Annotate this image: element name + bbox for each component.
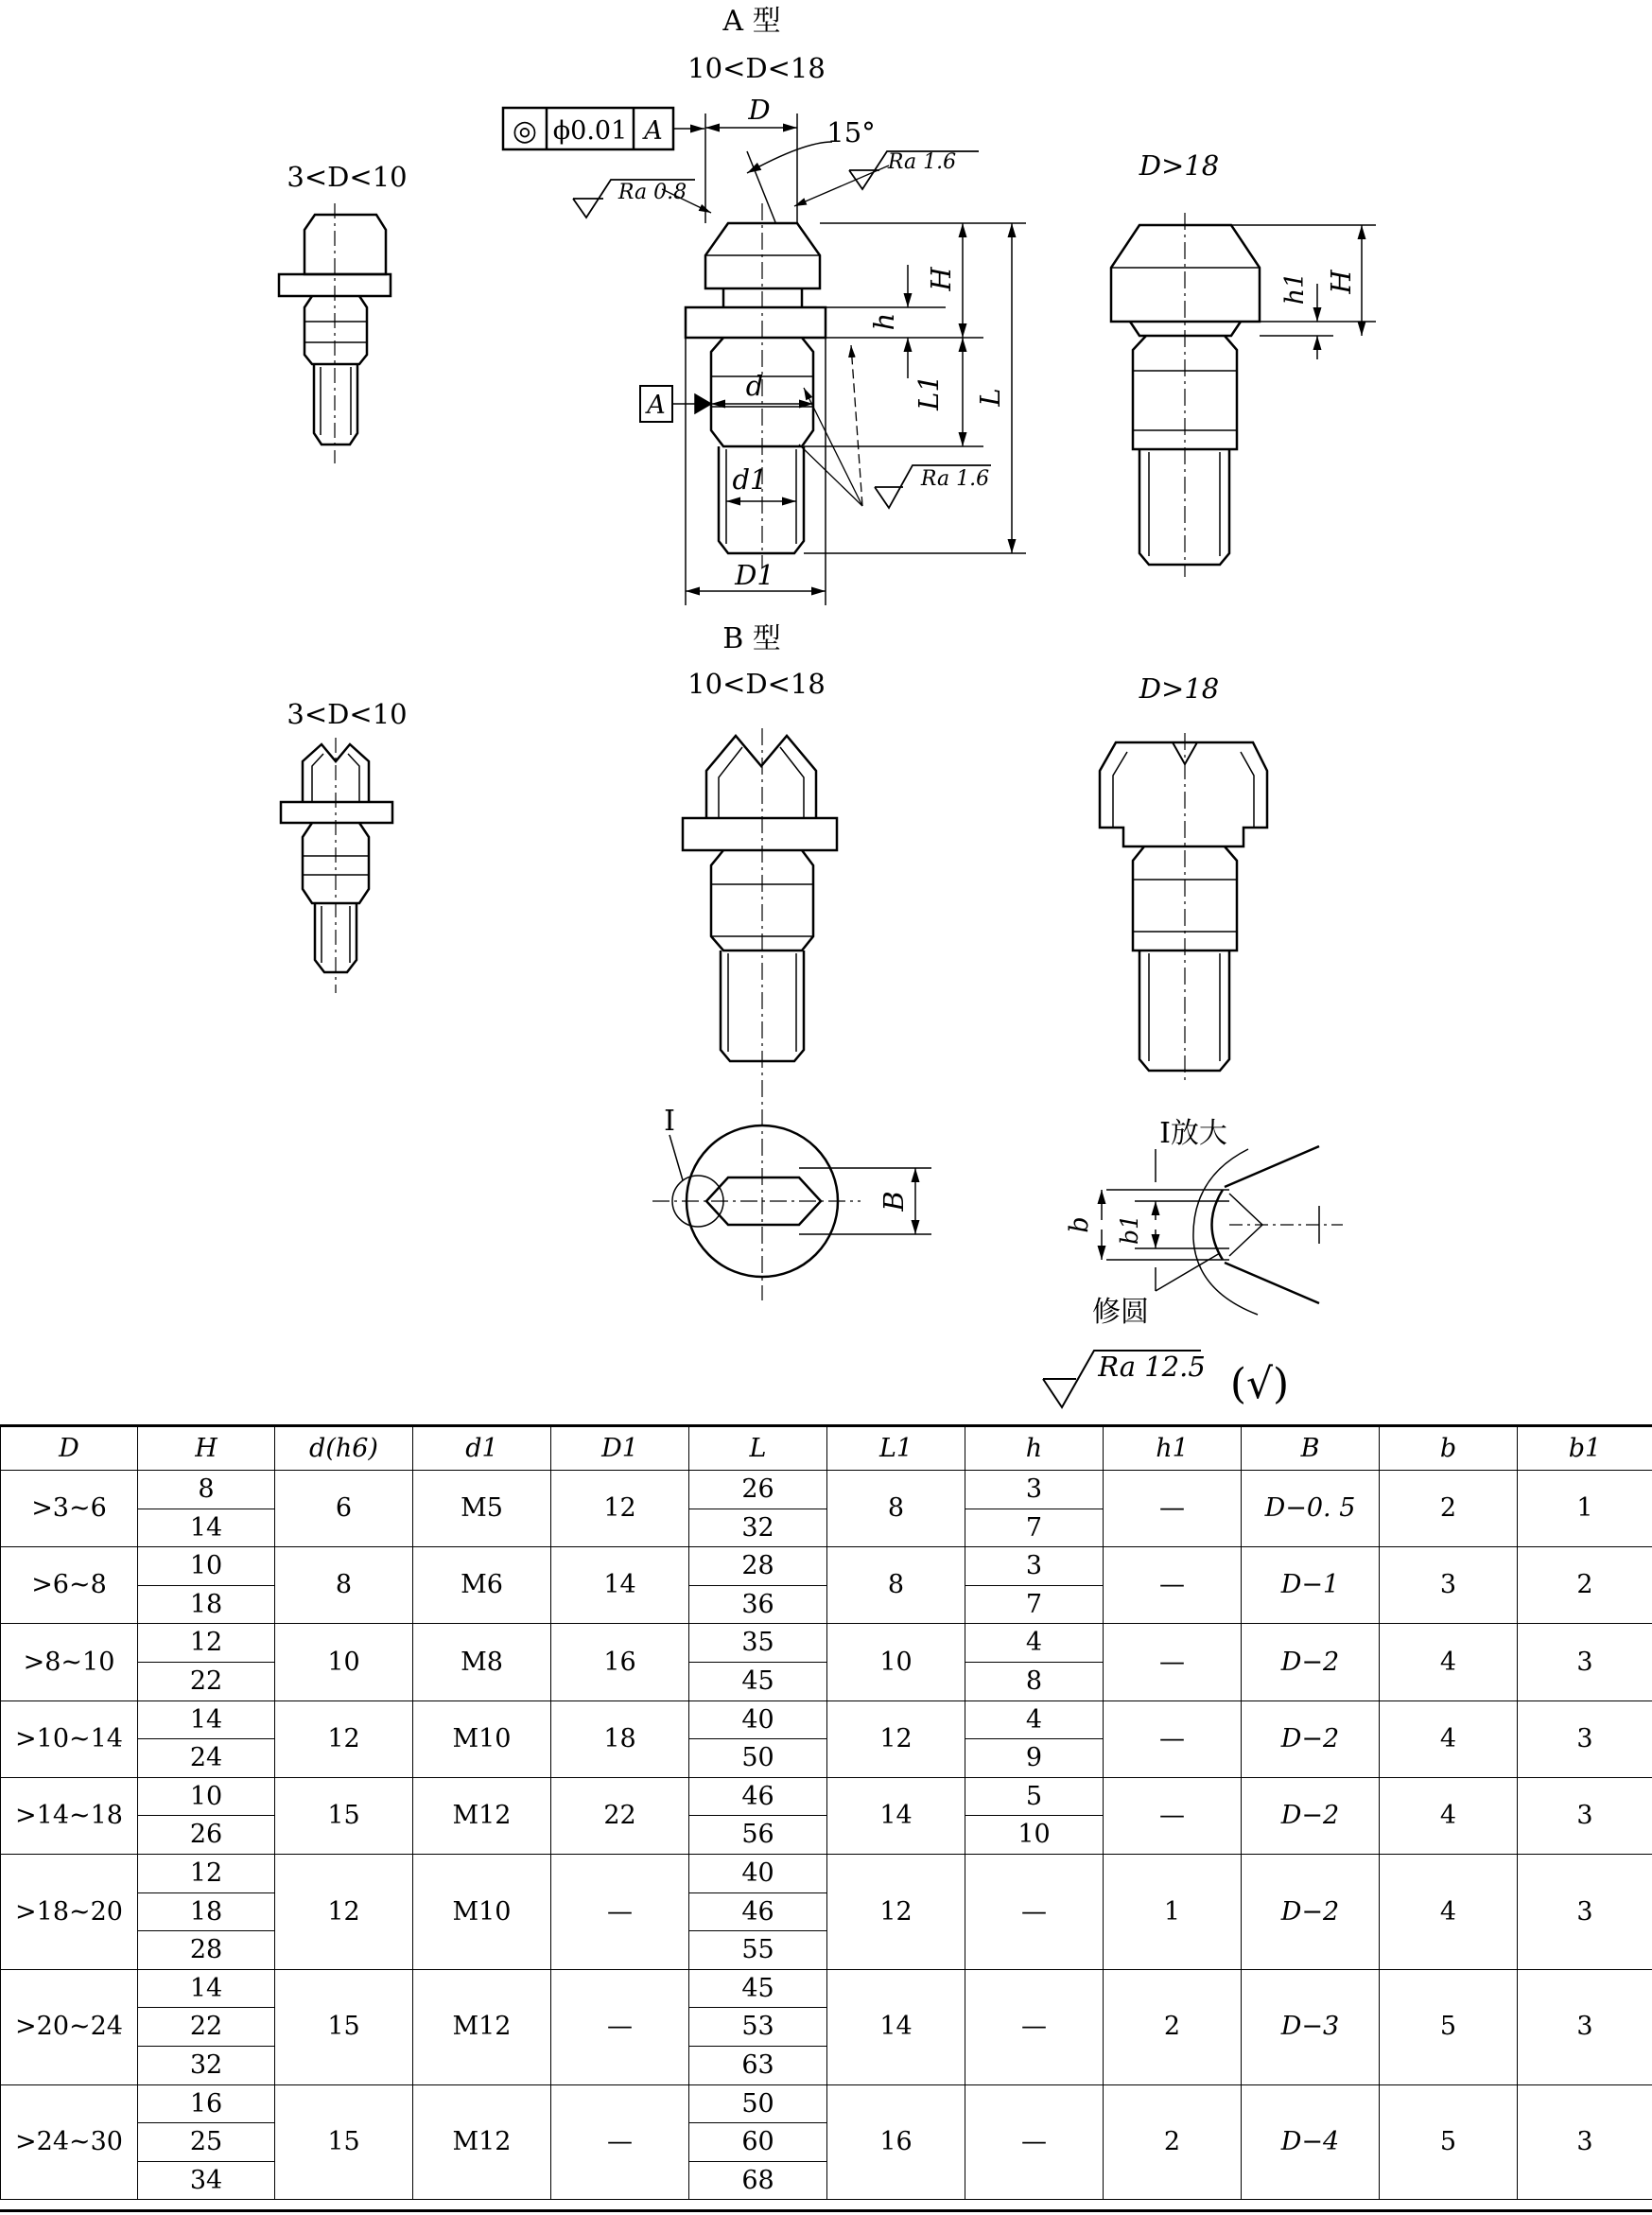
cell-l1: 12	[827, 1854, 965, 1969]
type-b-small-label: 3<D<10	[287, 698, 408, 730]
cell-d1: 16	[551, 1624, 689, 1700]
type-b-mid-label: 10<D<18	[687, 668, 826, 700]
cell-d: >18~20	[1, 1854, 138, 1969]
type-a-small-label: 3<D<10	[287, 161, 408, 193]
type-b-large-pin	[1100, 733, 1267, 1083]
cell-b: D−0. 5	[1242, 1471, 1380, 1547]
cell-b1: 3	[1518, 2084, 1652, 2200]
detail-title: Ⅰ放大	[1159, 1117, 1227, 1150]
tolerance-value: ϕ0.01	[552, 116, 628, 146]
cell-h: 8	[138, 1471, 275, 1509]
cell-d1: M5	[413, 1471, 551, 1547]
cell-l: 60	[689, 2123, 827, 2162]
cell-d1: M12	[413, 1969, 551, 2084]
cell-d: 12	[275, 1854, 413, 1969]
cell-l: 45	[689, 1969, 827, 2008]
cell-l1: 16	[827, 2084, 965, 2200]
header-cell: H	[138, 1427, 275, 1471]
cell-b1: 1	[1518, 1471, 1652, 1547]
cell-d: 15	[275, 2084, 413, 2200]
cell-d: 15	[275, 1969, 413, 2084]
cell-l: 55	[689, 1931, 827, 1970]
cell-b: D−1	[1242, 1547, 1380, 1624]
table-row	[1, 1624, 1652, 1663]
cell-b: D−3	[1242, 1969, 1380, 2084]
type-b-title: B 型	[722, 622, 781, 655]
cell-d1: M12	[413, 1777, 551, 1854]
cell-b: 4	[1380, 1777, 1518, 1854]
cell-h: 34	[138, 2161, 275, 2200]
cell-d1: —	[551, 1969, 689, 2084]
cell-d: >6~8	[1, 1547, 138, 1624]
cell-d: >3~6	[1, 1471, 138, 1547]
cell-h: 18	[138, 1585, 275, 1624]
cell-h: 7	[965, 1585, 1104, 1624]
dim-H-label: H	[925, 267, 957, 291]
cell-d: >8~10	[1, 1624, 138, 1700]
cell-h: 3	[965, 1471, 1104, 1509]
cell-l1: 12	[827, 1700, 965, 1777]
cell-l: 63	[689, 2046, 827, 2084]
table-row	[1, 1471, 1652, 1509]
cell-h: 22	[138, 2008, 275, 2047]
dimension-D	[705, 94, 876, 223]
cell-l: 50	[689, 2084, 827, 2123]
dim-b-label: b	[1065, 1216, 1094, 1233]
cell-h1: —	[1104, 1700, 1242, 1777]
cell-h: 5	[965, 1777, 1104, 1816]
cell-l: 35	[689, 1624, 827, 1663]
cell-h: 28	[138, 1931, 275, 1970]
cell-h: 16	[138, 2084, 275, 2123]
angle-15: 15°	[826, 116, 876, 148]
type-a-small-pin	[279, 203, 391, 463]
cell-l: 32	[689, 1509, 827, 1547]
type-b-small-pin	[281, 738, 392, 993]
large-pin-dims	[1231, 225, 1376, 359]
cell-b: 3	[1380, 1547, 1518, 1624]
type-a-large-label: D>18	[1139, 149, 1220, 182]
table-row	[1, 2084, 1652, 2123]
cell-h: 12	[138, 1624, 275, 1663]
cell-d: >20~24	[1, 1969, 138, 2084]
table-row	[1, 1777, 1652, 1816]
concentricity-symbol: ◎	[512, 114, 538, 148]
cell-h: —	[965, 2084, 1104, 2200]
cell-h: 14	[138, 1509, 275, 1547]
type-a-mid-label: 10<D<18	[687, 52, 826, 84]
cell-d: 15	[275, 1777, 413, 1854]
dim-B-label: B	[878, 1191, 910, 1212]
cell-b: D−2	[1242, 1700, 1380, 1777]
cell-h: 9	[965, 1739, 1104, 1778]
cell-b: 5	[1380, 2084, 1518, 2200]
dim-L1-label: L1	[913, 375, 945, 410]
cell-l: 28	[689, 1547, 827, 1586]
cell-h: 7	[965, 1509, 1104, 1547]
cell-h1: 2	[1104, 2084, 1242, 2200]
cell-l1: 14	[827, 1777, 965, 1854]
cell-h: 12	[138, 1854, 275, 1892]
cell-h: 24	[138, 1739, 275, 1778]
cell-d1: M10	[413, 1854, 551, 1969]
dim-H-large-label: H	[1325, 270, 1357, 294]
cell-l: 40	[689, 1700, 827, 1739]
cell-d1: 12	[551, 1471, 689, 1547]
general-ra-label: Ra 12.5	[1098, 1351, 1206, 1383]
cell-l: 68	[689, 2161, 827, 2200]
cell-d: 10	[275, 1624, 413, 1700]
dimension-stack	[804, 223, 1026, 553]
ra16-top-label: Ra 1.6	[887, 150, 957, 174]
general-ra-suffix: (√)	[1229, 1360, 1290, 1408]
datum-box-label: A	[647, 391, 666, 420]
dim-h1-label: h1	[1280, 271, 1310, 305]
cell-b1: 3	[1518, 1624, 1652, 1700]
cell-h1: 1	[1104, 1854, 1242, 1969]
header-cell: d(h6)	[275, 1427, 413, 1471]
table-row	[1, 1700, 1652, 1739]
type-a-title: A 型	[722, 5, 781, 38]
cell-b: 5	[1380, 1969, 1518, 2084]
cell-d: 8	[275, 1547, 413, 1624]
cell-b: D−2	[1242, 1854, 1380, 1969]
header-cell: B	[1242, 1427, 1380, 1471]
top-view	[652, 1105, 931, 1277]
roughness-ra08	[573, 180, 711, 218]
cell-b1: 2	[1518, 1547, 1652, 1624]
cell-d1: M6	[413, 1547, 551, 1624]
cell-h: 32	[138, 2046, 275, 2084]
cell-h: 8	[965, 1662, 1104, 1700]
detail-marker: Ⅰ	[664, 1105, 675, 1138]
dim-L-label: L	[974, 388, 1006, 407]
ra08-label: Ra 0.8	[617, 181, 687, 204]
cell-h: 26	[138, 1816, 275, 1855]
cell-h: —	[965, 1854, 1104, 1969]
detail-view	[1065, 1117, 1343, 1329]
header-cell: d1	[413, 1427, 551, 1471]
cell-b: D−2	[1242, 1777, 1380, 1854]
cell-h: 4	[965, 1700, 1104, 1739]
cell-d1: —	[551, 1854, 689, 1969]
tolerance-frame	[503, 108, 704, 149]
cell-h: 14	[138, 1969, 275, 2008]
cell-l1: 10	[827, 1624, 965, 1700]
cell-h: 3	[965, 1547, 1104, 1586]
dim-D1-label: D1	[735, 559, 774, 591]
cell-b1: 3	[1518, 1854, 1652, 1969]
cell-d: >14~18	[1, 1777, 138, 1854]
cell-b: 2	[1380, 1471, 1518, 1547]
cell-l: 36	[689, 1585, 827, 1624]
cell-b: D−2	[1242, 1624, 1380, 1700]
table-row	[1, 1854, 1652, 1892]
cell-h: 10	[138, 1777, 275, 1816]
header-cell: h	[965, 1427, 1104, 1471]
table-row	[1, 1969, 1652, 2008]
cell-l: 40	[689, 1854, 827, 1892]
cell-h1: —	[1104, 1547, 1242, 1624]
header-cell: L	[689, 1427, 827, 1471]
cell-b1: 3	[1518, 1700, 1652, 1777]
cell-h: 22	[138, 1662, 275, 1700]
cell-l1: 8	[827, 1547, 965, 1624]
tolerance-datum: A	[644, 116, 663, 146]
general-roughness	[1043, 1351, 1289, 1408]
header-cell: h1	[1104, 1427, 1242, 1471]
cell-d: 6	[275, 1471, 413, 1547]
cell-h: 25	[138, 2123, 275, 2162]
dimension-table	[0, 1426, 1652, 2200]
cell-d1: M8	[413, 1624, 551, 1700]
table-body	[1, 1471, 1652, 2200]
type-b-medium-pin	[683, 728, 837, 1300]
cell-h1: —	[1104, 1471, 1242, 1547]
ra16-side-label: Ra 1.6	[920, 467, 990, 491]
cell-l: 53	[689, 2008, 827, 2047]
cell-h1: —	[1104, 1624, 1242, 1700]
cell-d: >10~14	[1, 1700, 138, 1777]
round-note: 修圆	[1092, 1296, 1149, 1329]
cell-d1: 14	[551, 1547, 689, 1624]
roughness-ra16-top	[794, 150, 979, 206]
cell-b: D−4	[1242, 2084, 1380, 2200]
cell-b1: 3	[1518, 1777, 1652, 1854]
cell-h1: 2	[1104, 1969, 1242, 2084]
dim-D-label: D	[748, 94, 771, 126]
cell-h: 18	[138, 1892, 275, 1931]
dim-d1-label: d1	[732, 463, 768, 496]
cell-d: 12	[275, 1700, 413, 1777]
cell-l: 50	[689, 1739, 827, 1778]
cell-d1: 18	[551, 1700, 689, 1777]
type-b-large-label: D>18	[1139, 672, 1220, 705]
cell-d1: M10	[413, 1700, 551, 1777]
cell-h: 14	[138, 1700, 275, 1739]
header-cell: b	[1380, 1427, 1518, 1471]
cell-h: —	[965, 1969, 1104, 2084]
cell-d: >24~30	[1, 2084, 138, 2200]
cell-h: 10	[138, 1547, 275, 1586]
datum-and-diameters	[640, 338, 826, 605]
cell-l: 46	[689, 1777, 827, 1816]
header-cell: L1	[827, 1427, 965, 1471]
header-cell: b1	[1518, 1427, 1652, 1471]
cell-h: 4	[965, 1624, 1104, 1663]
cell-l: 56	[689, 1816, 827, 1855]
dim-b1-label: b1	[1116, 1214, 1143, 1245]
cell-d1: M12	[413, 2084, 551, 2200]
cell-l: 46	[689, 1892, 827, 1931]
cell-b: 4	[1380, 1854, 1518, 1969]
table-row	[1, 1547, 1652, 1586]
cell-h: 10	[965, 1816, 1104, 1855]
cell-b: 4	[1380, 1624, 1518, 1700]
table-bottom-rule	[0, 2209, 1652, 2212]
cell-l1: 8	[827, 1471, 965, 1547]
cell-l: 26	[689, 1471, 827, 1509]
cell-d1: 22	[551, 1777, 689, 1854]
table-header-row	[1, 1427, 1652, 1471]
cell-d1: —	[551, 2084, 689, 2200]
type-a-large-pin	[1111, 213, 1260, 577]
dim-h-label: h	[868, 312, 900, 331]
header-cell: D1	[551, 1427, 689, 1471]
cell-h1: —	[1104, 1777, 1242, 1854]
cell-l: 45	[689, 1662, 827, 1700]
cell-b: 4	[1380, 1700, 1518, 1777]
cell-l1: 14	[827, 1969, 965, 2084]
dim-d-label: d	[745, 370, 764, 402]
header-cell: D	[1, 1427, 138, 1471]
cell-b1: 3	[1518, 1969, 1652, 2084]
